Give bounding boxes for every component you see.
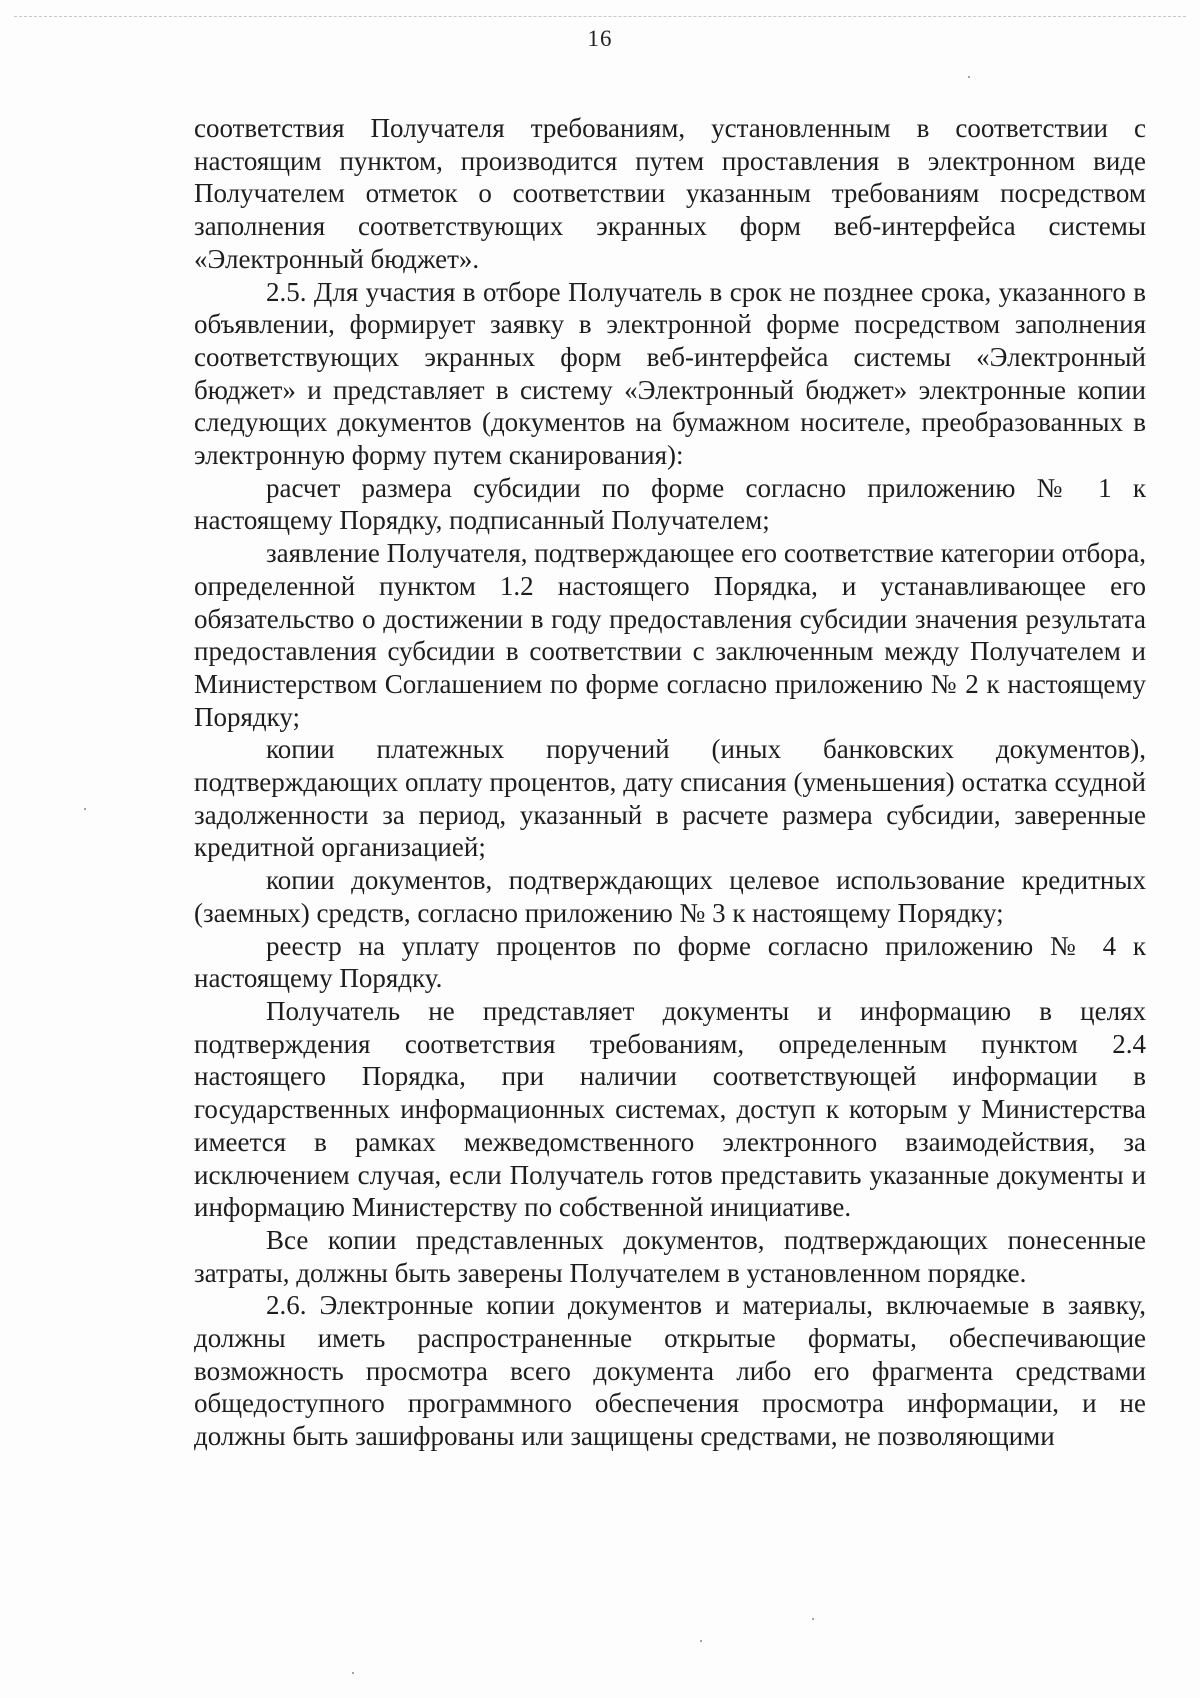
page-number: 16: [587, 26, 613, 51]
scan-speck: [968, 76, 970, 78]
paragraph: копии платежных поручений (иных банковских документов), подтверждающих оплату процентов, дату списания (уменьшения) остатка ссудной задолженности за период, указанный в расчете размера субсидии, заверенные кредитной организацией;: [194, 734, 1146, 863]
paragraph: Все копии представленных документов, подтверждающих понесенные затраты, должны быть заверены Получателем в установленном порядке.: [194, 1224, 1146, 1288]
paragraph: 2.5. Для участия в отборе Получатель в срок не позднее срока, указанного в объявлении, формирует заявку в электронной форме посредством заполнения соответствующих экранных форм веб-интерфейса системы «Электронный бюджет» и представляет в систему «Электронный бюджет» электронные копии следующих документов (документов на бумажном носителе, преобразованных в электронную форму путем сканирования):: [194, 276, 1146, 471]
scan-speck: [352, 1672, 354, 1674]
scan-speck: [812, 1618, 814, 1620]
paragraph: реестр на уплату процентов по форме согласно приложению № 4 к настоящему Порядку.: [194, 930, 1146, 994]
paragraph: заявление Получателя, подтверждающее его соответствие категории отбора, определенной пунктом 1.2 настоящего Порядка, и устанавливающее его обязательство о достижении в году предоставления субсидии значения результата предоставления субсидии в соответствии с заключенным между Получателем и Министерством Соглашением по форме согласно приложению № 2 к настоящему Порядку;: [194, 538, 1146, 732]
scan-top-edge: [14, 16, 1186, 17]
paragraph: Получатель не представляет документы и информацию в целях подтверждения соответствия требованиям, определенным пунктом 2.4 настоящего Порядка, при наличии соответствующей информации в государственных информационных системах, доступ к которым у Министерства имеется в рамках межведомственного электронного взаимодействия, за исключением случая, если Получатель готов представить указанные документы и информацию Министерству по собственной инициативе.: [194, 995, 1146, 1223]
paragraph: копии документов, подтверждающих целевое использование кредитных (заемных) средств, согласно приложению № 3 к настоящему Порядку;: [194, 865, 1146, 928]
paragraph: расчет размера субсидии по форме согласно приложению № 1 к настоящему Порядку, подписанный Получателем;: [194, 472, 1146, 536]
paragraph: 2.6. Электронные копии документов и материалы, включаемые в заявку, должны иметь распространенные открытые форматы, обеспечивающие возможность просмотра всего документа либо его фрагмента средствами общедоступного программного обеспечения просмотра информации, и не должны быть зашифрованы или защищены средствами, не позволяющими: [194, 1290, 1146, 1452]
scan-speck: [84, 808, 86, 810]
paragraph: соответствия Получателя требованиям, установленным в соответствии с настоящим пунктом, производится путем проставления в электронном виде Получателем отметок о соответствии указанным требованиям посредством заполнения соответствующих экранных форм веб-интерфейса системы «Электронный бюджет».: [194, 113, 1146, 274]
document-body: [194, 112, 1146, 1453]
scan-speck: [700, 1640, 702, 1642]
